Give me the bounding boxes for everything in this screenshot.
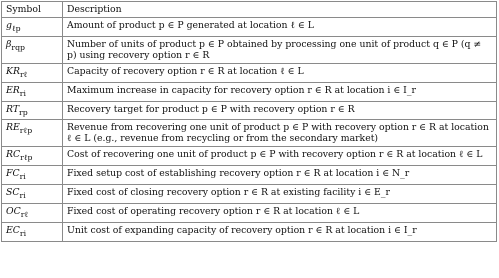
- description-cell: Revenue from recovering one unit of product p ∈ P with recovery option r ∈ R at location ℓ ∈ L (e.g., revenue from recycling or from the secondary market): [63, 120, 497, 147]
- symbol-base: FC: [6, 168, 20, 180]
- table-row: [2, 82, 497, 101]
- symbol-cell: [2, 82, 63, 101]
- table-row: [2, 222, 497, 241]
- symbol-cell: [2, 147, 63, 166]
- description-cell: Maximum increase in capacity for recovery option r ∈ R at location i ∈ I_r: [63, 82, 497, 101]
- table-row: [2, 36, 497, 63]
- table-header-row: [2, 2, 497, 18]
- symbol-subscript: ri: [19, 88, 26, 98]
- table-row: [2, 101, 497, 120]
- table-row: [2, 185, 497, 204]
- symbol-base: OC: [6, 206, 21, 218]
- symbol-base: SC: [6, 187, 20, 199]
- description-cell: Cost of recovering one unit of product p ∈ P with recovery option r ∈ R at location ℓ ∈ L: [63, 147, 497, 166]
- symbol-base: RT: [6, 103, 20, 115]
- description-cell: Unit cost of expanding capacity of recovery option r ∈ R at location i ∈ I_r: [63, 222, 497, 241]
- table-row: [2, 166, 497, 185]
- description-cell: Fixed cost of closing recovery option r ∈ R at existing facility i ∈ E_r: [63, 185, 497, 204]
- symbol-subscript: rℓ: [19, 69, 28, 79]
- symbol-base: β: [6, 38, 12, 50]
- table-row: [2, 147, 497, 166]
- symbol-subscript: rqp: [11, 42, 26, 52]
- symbol-base: ER: [6, 84, 20, 96]
- description-cell: Capacity of recovery option r ∈ R at location ℓ ∈ L: [63, 63, 497, 82]
- symbol-base: g: [6, 20, 12, 31]
- description-cell: Amount of product p ∈ P generated at location ℓ ∈ L: [63, 18, 497, 37]
- description-cell: Number of units of product p ∈ P obtained by processing one unit of product q ∈ P (q ≠ p) using recovery option r ∈ R: [63, 36, 497, 63]
- table-row: [2, 63, 497, 82]
- symbol-cell: [2, 222, 63, 241]
- symbol-table: [1, 1, 497, 242]
- description-cell: Recovery target for product p ∈ P with recovery option r ∈ R: [63, 101, 497, 120]
- symbol-subscript: rℓ: [20, 209, 29, 219]
- symbol-column-header: Symbol: [2, 2, 63, 18]
- description-column-header: Description: [63, 2, 497, 18]
- table-row: [2, 204, 497, 223]
- symbol-cell: [2, 63, 63, 82]
- symbol-subscript: ri: [19, 172, 26, 182]
- symbol-cell: [2, 18, 63, 37]
- symbol-cell: [2, 101, 63, 120]
- symbol-subscript: ri: [19, 191, 26, 201]
- symbol-cell: [2, 120, 63, 147]
- symbol-cell: [2, 166, 63, 185]
- table-row: [2, 18, 497, 37]
- symbol-cell: [2, 185, 63, 204]
- symbol-cell: [2, 36, 63, 63]
- symbol-base: KR: [6, 65, 20, 77]
- symbol-subscript: ri: [19, 228, 27, 238]
- symbol-subscript: rℓp: [20, 153, 33, 163]
- symbol-base: RC: [6, 149, 21, 161]
- description-cell: Fixed setup cost of establishing recovery option r ∈ R at location i ∈ N_r: [63, 166, 497, 185]
- table-row: [2, 120, 497, 147]
- symbol-base: RE: [6, 122, 20, 134]
- symbol-base: EC: [6, 224, 20, 236]
- symbol-subscript: rℓp: [19, 126, 33, 136]
- symbol-subscript: rp: [19, 107, 28, 117]
- symbol-subscript: ℓp: [11, 23, 21, 33]
- symbol-cell: [2, 204, 63, 223]
- description-cell: Fixed cost of operating recovery option r ∈ R at location ℓ ∈ L: [63, 204, 497, 223]
